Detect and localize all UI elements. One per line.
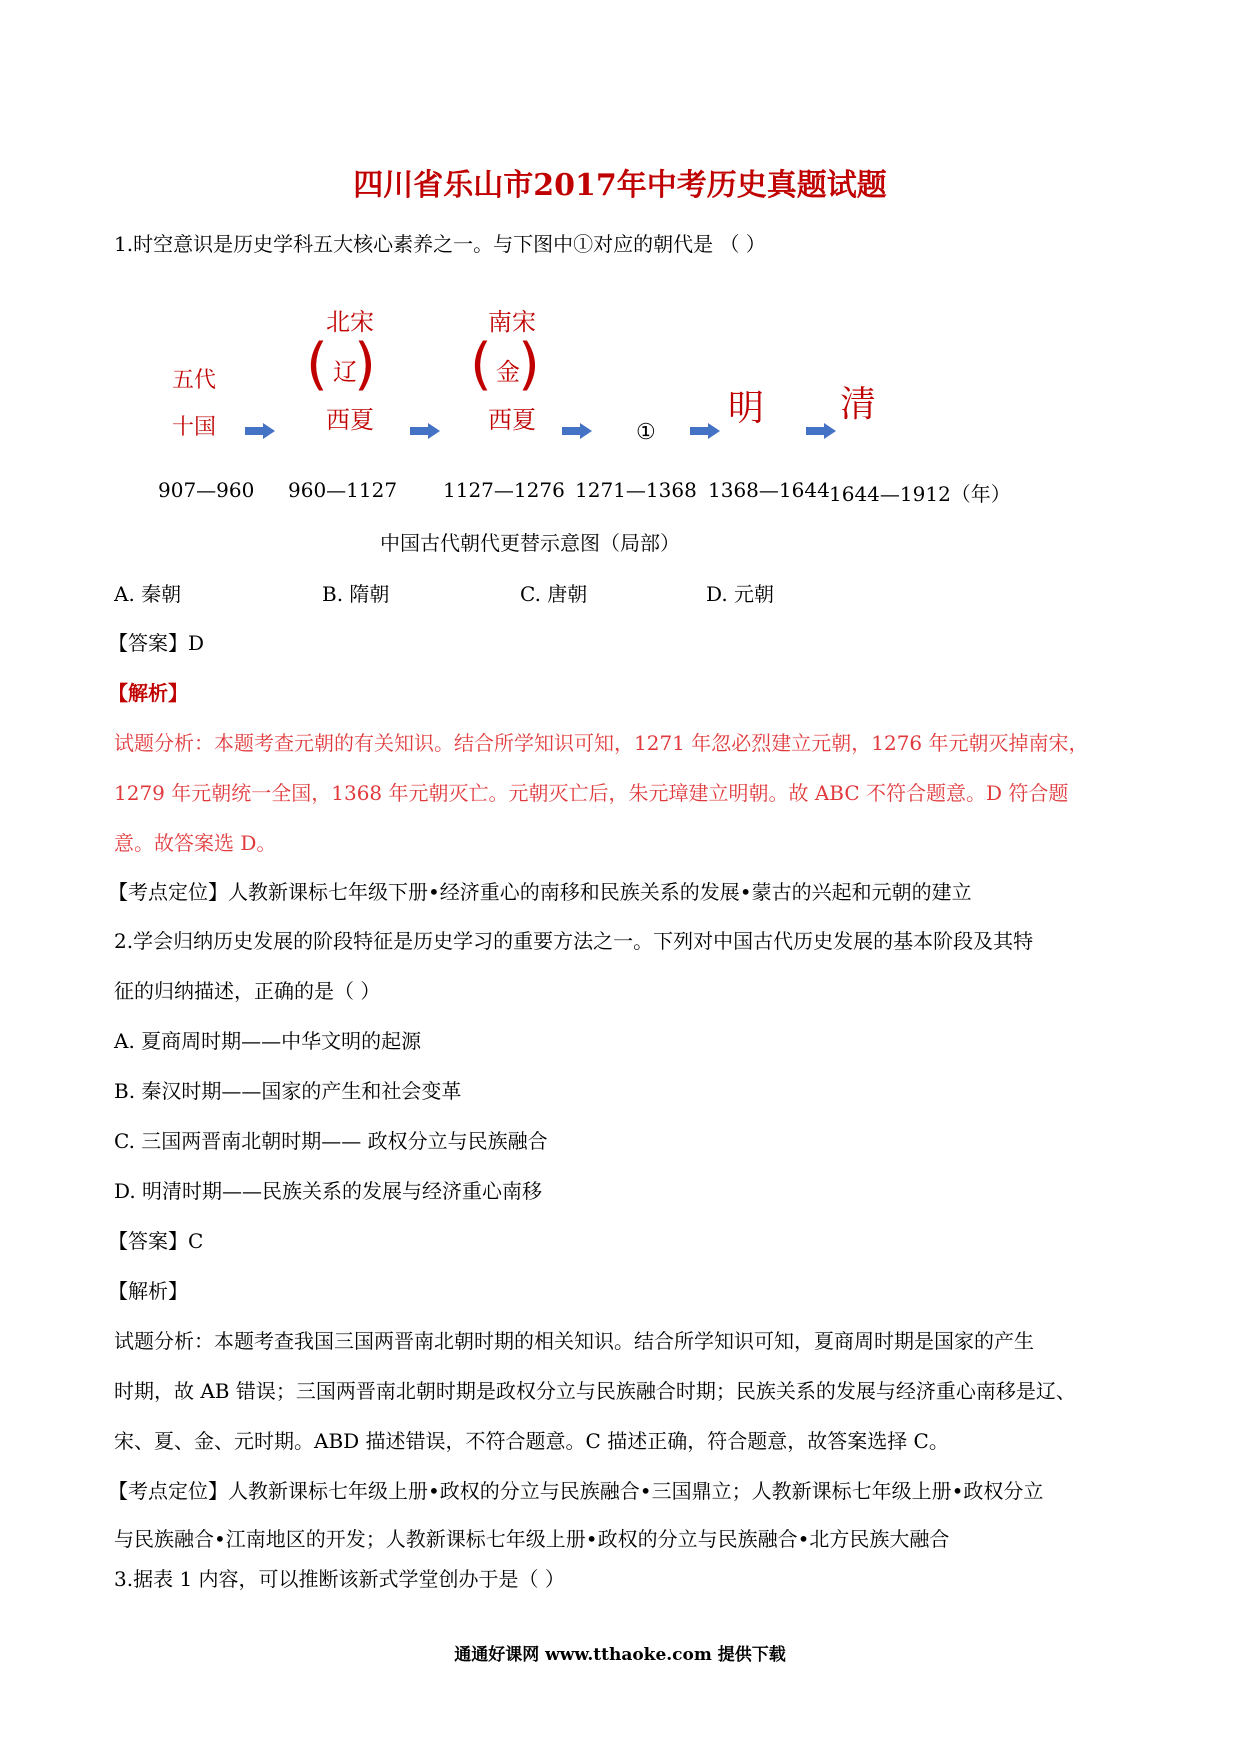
q2-stem-line: 征的归纳描述，正确的是（ ）	[114, 979, 381, 1003]
year-range: 907—960	[158, 478, 255, 502]
arrow-icon	[410, 423, 440, 439]
q2-knowledge-point: 与民族融合•江南地区的开发；人教新课标七年级上册•政权的分立与民族融合•北方民族大融合	[114, 1527, 950, 1551]
arrow-icon	[245, 423, 275, 439]
dynasty-shiguo: 十国	[172, 415, 217, 440]
q2-analysis-line: 宋、夏、金、元时期。ABD 描述错误，不符合题意。C 描述正确，符合题意，故答案选择 C。	[114, 1429, 949, 1453]
dynasty-nansong: 南宋	[488, 308, 536, 336]
q2-option-b: B. 秦汉时期——国家的产生和社会变革	[114, 1079, 462, 1103]
dynasty-beisong: 北宋	[326, 308, 374, 336]
diagram-caption: 中国古代朝代更替示意图（局部）	[380, 531, 680, 555]
q1-analysis-line: 意。故答案选 D。	[114, 831, 277, 855]
q2-analysis-line: 时期，故 AB 错误；三国两晋南北朝时期是政权分立与民族融合时期；民族关系的发展与经济重心南移是辽、	[114, 1379, 1076, 1403]
q3-stem: 3.据表 1 内容，可以推断该新式学堂创办于是（ ）	[114, 1567, 565, 1591]
q1-option-d: D. 元朝	[706, 582, 775, 606]
q2-analysis-line: 试题分析：本题考查我国三国两晋南北朝时期的相关知识。结合所学知识可知，夏商周时期是国家的产生	[114, 1329, 1034, 1353]
year-range: 1644—1912（年）	[829, 482, 1011, 506]
q2-option-d: D. 明清时期——民族关系的发展与经济重心南移	[114, 1179, 543, 1203]
page-footer: 通通好课网 www.tthaoke.com 提供下载	[454, 1645, 786, 1665]
right-paren-icon: )	[354, 332, 376, 397]
left-paren-icon: (	[306, 332, 328, 397]
dynasty-qing: 清	[840, 384, 877, 425]
dynasty-jin: 金	[496, 358, 520, 386]
q2-option-c: C. 三国两晋南北朝时期—— 政权分立与民族融合	[114, 1129, 548, 1153]
q1-analysis-heading: 【解析】	[108, 681, 188, 705]
dynasty-liao: 辽	[333, 358, 357, 386]
q1-option-c: C. 唐朝	[520, 582, 588, 606]
year-range: 1271—1368	[575, 478, 697, 502]
year-range: 1127—1276	[443, 478, 565, 502]
q1-option-a: A. 秦朝	[114, 582, 182, 606]
q2-answer: 【答案】C	[108, 1229, 204, 1253]
q2-analysis-heading: 【解析】	[108, 1279, 188, 1303]
year-range: 1368—1644	[708, 478, 830, 502]
right-paren-icon: )	[518, 332, 540, 397]
dynasty-ming: 明	[728, 388, 765, 429]
year-range: 960—1127	[288, 478, 398, 502]
arrow-icon	[562, 423, 592, 439]
page-title: 四川省乐山市2017年中考历史真题试题	[353, 168, 887, 203]
left-paren-icon: (	[470, 332, 492, 397]
q2-stem-line: 2.学会归纳历史发展的阶段特征是历史学习的重要方法之一。下列对中国古代历史发展的基本阶段及其特	[114, 929, 1034, 953]
q2-option-a: A. 夏商周时期——中华文明的起源	[114, 1029, 422, 1053]
dynasty-wudai: 五代	[172, 368, 217, 393]
q1-stem: 1.时空意识是历史学科五大核心素养之一。与下图中①对应的朝代是 （ ）	[114, 232, 766, 256]
q1-analysis-line: 1279 年元朝统一全国，1368 年元朝灭亡。元朝灭亡后，朱元璋建立明朝。故 ABC 不符合题意。D 符合题	[114, 781, 1069, 805]
dynasty-xixia-1: 西夏	[326, 406, 374, 434]
dynasty-xixia-2: 西夏	[488, 406, 536, 434]
q1-option-b: B. 隋朝	[322, 582, 390, 606]
arrow-icon	[806, 423, 836, 439]
q2-knowledge-point: 【考点定位】人教新课标七年级上册•政权的分立与民族融合•三国鼎立；人教新课标七年级上册•政权分立	[108, 1479, 1044, 1503]
q1-answer: 【答案】D	[108, 631, 205, 655]
dynasty-unknown-marker: ①	[636, 420, 656, 445]
q1-analysis-line: 试题分析：本题考查元朝的有关知识。结合所学知识可知，1271 年忽必烈建立元朝，1276 年元朝灭掉南宋，	[114, 731, 1089, 755]
q1-knowledge-point: 【考点定位】人教新课标七年级下册•经济重心的南移和民族关系的发展•蒙古的兴起和元朝的建立	[108, 880, 972, 904]
arrow-icon	[690, 423, 720, 439]
